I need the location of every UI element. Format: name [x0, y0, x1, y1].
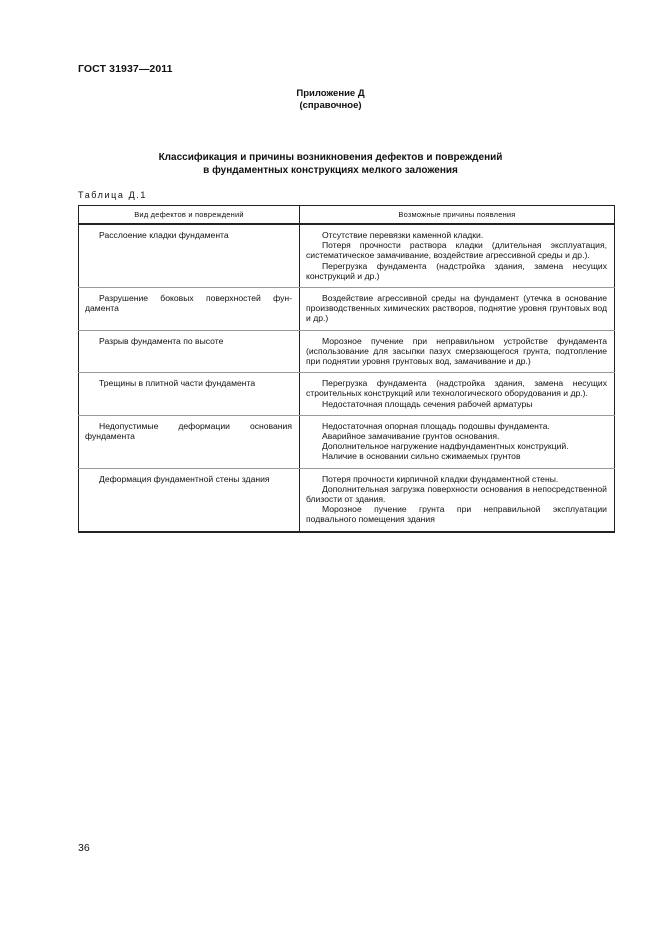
appendix-subtitle: (справочное) — [299, 100, 362, 111]
table-row — [79, 468, 615, 532]
cause-item: Перегрузка фундамента (надстройка здания, замена несущих строительных конструкций или технологического оборудования и др.). — [306, 378, 607, 399]
table-row — [79, 415, 615, 468]
defect-causes-cell — [300, 288, 615, 331]
cause-item: Перегрузка фундамента (надстройка здания, замена несущих конструкций и др.) — [306, 260, 607, 281]
table-header-row — [79, 206, 615, 225]
defects-table — [78, 205, 615, 533]
cause-item: Морозное пучение при неправильном устройстве фундамента (использование для засыпки пазух смерзающегося грунта, подтопление при поднятии уровня грунтовых вод, замачивание и др.) — [306, 335, 607, 367]
cause-item: Дополнительная загрузка поверхности основания в непосредственной близости от здания. — [306, 483, 607, 505]
table-label: Таблица Д.1 — [78, 190, 147, 200]
defect-kind-cell: Разрушение боковых поверхностей фундамента — [79, 288, 300, 331]
defect-kind-cell: Разрыв фундамента по высоте — [79, 330, 300, 373]
page-title-line-2: в фундаментных конструкциях мелкого заложения — [203, 165, 458, 176]
cause-item: Морозное пучение грунта при неправильной эксплуатации подвального помещения здания — [306, 504, 607, 525]
defect-causes-cell — [300, 415, 615, 468]
table-body — [79, 224, 615, 532]
cause-item: Дополнительное нагружение надфундаментных конструкций. — [322, 441, 569, 452]
document-code: ГОСТ 31937—2011 — [78, 63, 173, 75]
defect-kind-cell: Недопустимые деформации основания фундамента — [79, 415, 300, 468]
cause-item: Недостаточная опорная площадь подошвы фундамента. — [322, 420, 550, 431]
cause-item: Отсутствие перевязки каменной кладки. — [322, 230, 484, 240]
table-row — [79, 288, 615, 331]
cause-item: Потеря прочности раствора кладки (длительная эксплуатация, систематическое замачивание, воздействие агрессивной среды и др.). — [306, 240, 607, 261]
defect-causes-cell — [300, 330, 615, 373]
table-row — [79, 373, 615, 416]
defect-kind-cell: Деформация фундаментной стены здания — [79, 468, 300, 532]
column-header-kind: Вид дефектов и повреждений — [79, 206, 300, 225]
page-title — [0, 151, 661, 177]
cause-item: Недостаточная площадь сечения рабочей арматуры — [322, 398, 533, 409]
appendix-heading — [0, 88, 661, 112]
defect-kind-cell: Расслоение кладки фундамента — [79, 224, 300, 288]
cause-item: Потеря прочности кирпичной кладки фундаментной стены. — [322, 473, 559, 484]
appendix-title: Приложение Д — [296, 88, 365, 99]
table-row — [79, 330, 615, 373]
cause-item: Воздействие агрессивной среды на фундамент (утечка в основание производственных химических растворов, поднятие уровня грунтовых вод и др.) — [306, 293, 607, 324]
defect-causes-cell — [300, 468, 615, 532]
defect-kind-cell: Трещины в плитной части фундамента — [79, 373, 300, 416]
cause-item: Аварийное замачивание грунтов основания. — [322, 431, 500, 442]
cause-item: Наличие в основании сильно сжимаемых грунтов — [322, 451, 521, 462]
column-header-causes: Возможные причины появления — [300, 206, 615, 225]
defect-causes-cell — [300, 224, 615, 288]
table-row — [79, 224, 615, 288]
defects-table-container — [78, 205, 614, 533]
page-number: 36 — [78, 842, 90, 854]
defect-causes-cell — [300, 373, 615, 416]
page-title-line-1: Классификация и причины возникновения дефектов и повреждений — [158, 152, 503, 163]
